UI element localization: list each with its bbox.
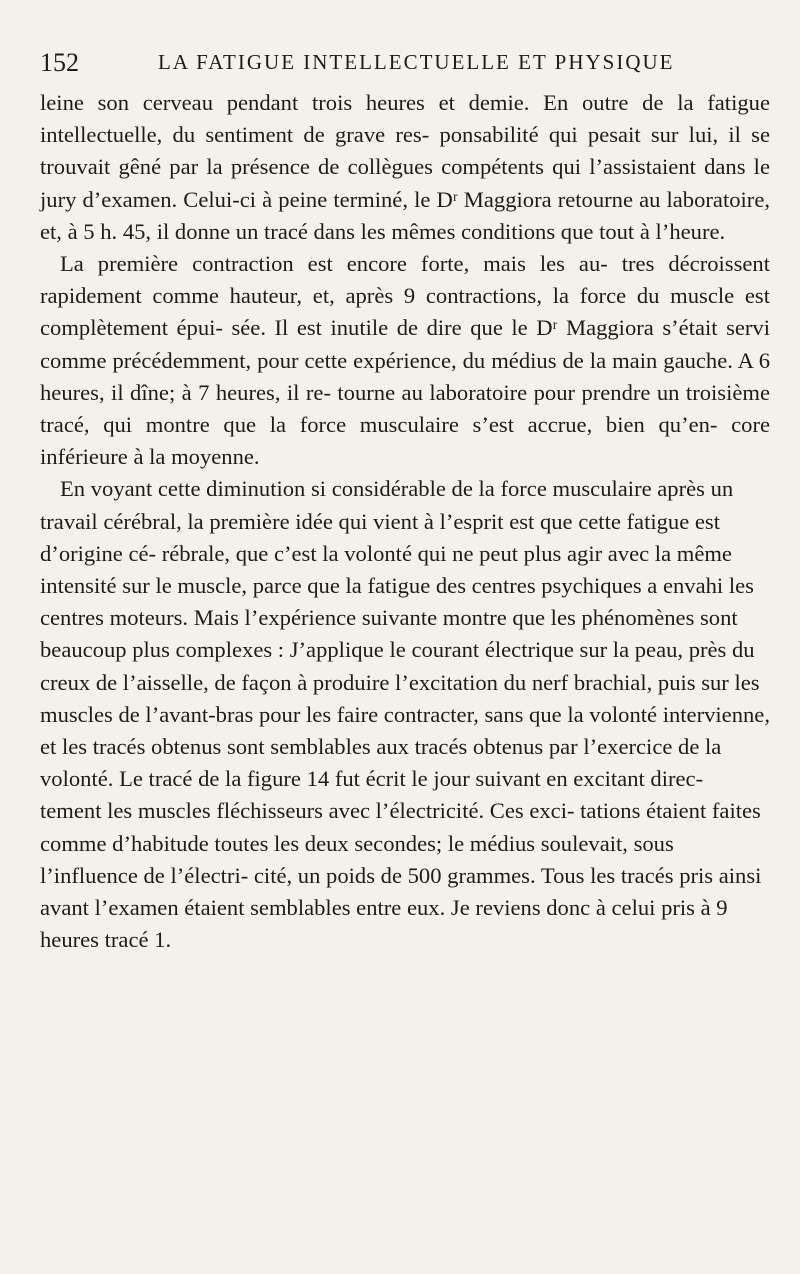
paragraph-1: leine son cerveau pendant trois heures et demie. En outre de la fatigue intellectuelle, du sentiment de grave res- ponsabilité qui pesait sur lui, il se trouvait gêné par la présence de collègues compétents qui l’assistaient dans le jury d’examen. Celui-ci à peine terminé, le Dʳ Maggiora retourne au laboratoire, et, à 5 h. 45, il donne un tracé dans les mêmes conditions que tout à l’heure.	[40, 90, 770, 244]
body-text	[40, 87, 770, 956]
page-header	[40, 40, 770, 80]
page-number: 152	[40, 48, 79, 77]
running-title: LA FATIGUE INTELLECTUELLE ET PHYSIQUE	[158, 50, 675, 74]
paragraph-3: En voyant cette diminution si considérable de la force musculaire après un travail cérébral, la première idée qui vient à l’esprit est que cette fatigue est d’origine cé- rébrale, que c’est la volonté qui ne peut plus agir avec la même intensité sur le muscle, parce que la fatigue des centres psychiques a envahi les centres moteurs. Mais l’expérience suivante montre que les phénomènes sont beaucoup plus complexes : J’applique le courant électrique sur la peau, près du creux de l’aisselle, de façon à produire l’excitation du nerf brachial, puis sur les muscles de l’avant-bras pour les faire contracter, sans que la volonté intervienne, et les tracés obtenus sont semblables aux tracés obtenus par l’exercice de la volonté. Le tracé de la figure 14 fut écrit le jour suivant en excitant direc- tement les muscles fléchisseurs avec l’électricité. Ces exci- tations étaient faites comme d’habitude toutes les deux secondes; le médius soulevait, sous l’influence de l’électri- cité, un poids de 500 grammes. Tous les tracés pris ainsi avant l’examen étaient semblables entre eux. Je reviens donc à celui pris à 9 heures tracé 1.	[40, 476, 770, 953]
book-page	[40, 40, 770, 956]
paragraph-2: La première contraction est encore forte, mais les au- tres décroissent rapidement comme hauteur, et, après 9 contractions, la force du muscle est complètement épui- sée. Il est inutile de dire que le Dʳ Maggiora s’était servi comme précédemment, pour cette expérience, du médius de la main gauche. A 6 heures, il dîne; à 7 heures, il re- tourne au laboratoire pour prendre un troisième tracé, qui montre que la force musculaire s’est accrue, bien qu’en- core inférieure à la moyenne.	[40, 251, 770, 470]
